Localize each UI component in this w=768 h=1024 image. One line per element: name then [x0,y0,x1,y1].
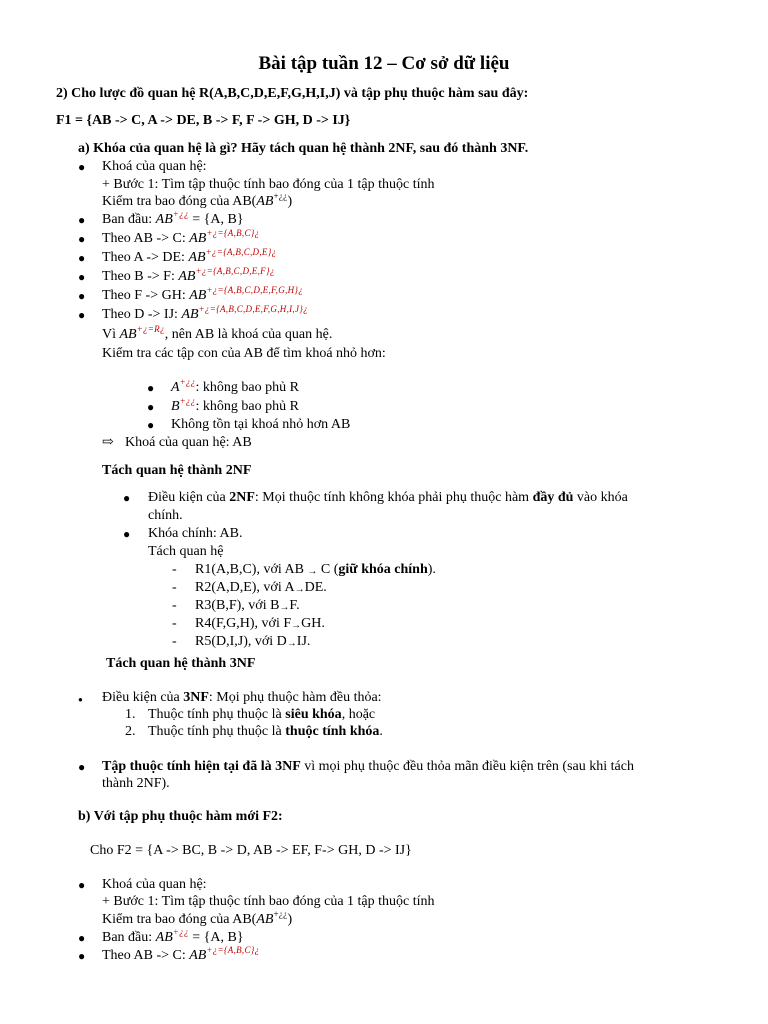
closure-step [102,287,303,305]
relation-item [195,633,310,652]
bullet-icon: ● [78,232,86,246]
relation-bold: giữ khóa chính [338,562,428,577]
step-sup: +¿={A,B,C,D,E,F,G,H}¿ [206,285,304,295]
bullet-icon: ● [78,949,86,963]
step-label: Theo F -> GH: [102,288,190,303]
b-closure-step [102,947,260,965]
nf3-item-post: , hoặc [341,707,376,722]
closure-sup: +¿¿ [172,927,189,937]
part-b-heading: b) Với tập phụ thuộc hàm mới F2: [78,809,283,824]
nf3-item [148,723,383,741]
init-line [102,211,244,229]
right-arrow-icon: → [286,638,297,649]
subset-var: A [171,380,180,395]
relation-pre: R3(B,F), với B [195,598,280,613]
bullet-icon: ● [78,251,86,265]
bullet-icon: ● [123,491,131,505]
relation-pre: R4(F,G,H), với F [195,616,292,631]
relation-item [195,615,325,634]
nf3-note-bold: Tập thuộc tính hiện tại đã là 3NF [102,759,301,774]
nf3-item [148,706,375,724]
conclusion-arrow-icon: ⇨ [102,435,114,450]
nf3-note-post: vì mọi phụ thuộc đều thỏa mãn điều kiện trên (sau khi tách [300,759,634,774]
nf2-cond-bold2: đầy đủ [532,490,574,505]
ab-var: AB [181,307,199,322]
page-title: Bài tập tuần 12 – Cơ sở dữ liệu [258,53,510,74]
nf3-item-bold: thuộc tính khóa [285,724,380,739]
relation-end: ). [427,562,436,577]
step-sup: +¿={A,B,C}¿ [206,945,260,955]
closure-step [102,268,275,286]
ab-var: AB [256,912,274,927]
relation-dash: - [172,580,177,595]
nf2-cond-pre: Điều kiện của [148,490,230,505]
part-a-heading: a) Khóa của quan hệ là gì? Hãy tách quan hệ thành 2NF, sau đó thành 3NF. [78,141,529,156]
split-label: Tách quan hệ [148,544,224,559]
closure-check-prefix: Kiểm tra bao đóng của AB( [102,194,257,209]
relation-dash: - [172,562,177,577]
closure-check-suffix: ) [287,194,293,209]
closure-sup: +¿¿ [172,209,189,219]
ab-var: AB [188,250,206,265]
bullet-icon: ● [78,289,86,303]
nf3-item-num: 2. [125,724,136,739]
step-label: Theo D -> IJ: [102,307,182,322]
step-label: Theo AB -> C: [102,948,190,963]
b-step-1-text: + Bước 1: Tìm tập thuộc tính bao đóng của 1 tập thuộc tính [102,894,435,909]
ab-var: AB [189,288,207,303]
bullet-icon: ● [78,160,86,174]
bullet-icon: ● [147,418,155,432]
nf3-cond-post: : Mọi phụ thuộc hàm đều thỏa: [208,690,382,705]
primary-key: Khóa chính: AB. [148,526,243,541]
closure-sup: +¿¿ [273,191,288,201]
closure-check-suffix: ) [287,912,293,927]
right-arrow-icon: → [279,602,290,613]
nf3-item-pre: Thuộc tính phụ thuộc là [148,707,286,722]
ab-var: AB [189,948,207,963]
init-value: = {A, B} [188,930,244,945]
f1-dependencies: F1 = {AB -> C, A -> DE, B -> F, F -> GH, D -> IJ} [56,113,351,128]
nf3-item-pre: Thuộc tính phụ thuộc là [148,724,286,739]
subset-item: Không tồn tại khoá nhỏ hơn AB [171,417,351,432]
bullet-icon: ● [78,213,86,227]
problem-intro: 2) Cho lược đồ quan hệ R(A,B,C,D,E,F,G,H,I,J) và tập phụ thuộc hàm sau đây: [56,86,529,101]
nf3-note-line2: thành 2NF). [102,776,170,791]
relation-item [195,579,327,598]
relation-post: F. [289,598,300,613]
step-sup: +¿={A,B,C,D,E,F,G,H,I,J}¿ [198,304,308,314]
because-sup: +¿=R¿ [136,324,165,334]
because-suffix: , nên AB là khoá của quan hệ. [164,327,333,342]
relation-dash: - [172,616,177,631]
bullet-icon: ● [147,400,155,414]
ab-var: AB [119,327,137,342]
right-arrow-icon: → [307,566,318,577]
init-label: Ban đầu: [102,212,156,227]
subset-check-text: Kiểm tra các tập con của AB để tìm khoá nhỏ hơn: [102,346,386,361]
closure-check-line [102,193,292,211]
step-sup: +¿={A,B,C,D,E,F}¿ [195,266,275,276]
bullet-icon: ● [78,270,86,284]
nf3-item-bold: siêu khóa [285,707,342,722]
relation-post: GH. [301,616,325,631]
nf2-cond-post: vào khóa [573,490,628,505]
nf2-condition-line2: chính. [148,508,183,523]
nf3-heading: Tách quan hệ thành 3NF [106,656,256,671]
relation-post: DE. [304,580,327,595]
bullet-icon: ● [123,527,131,541]
f2-dependencies: Cho F2 = {A -> BC, B -> D, AB -> EF, F-> GH, D -> IJ} [90,843,412,858]
subset-item [171,379,299,397]
bullet-icon: ● [147,381,155,395]
nf2-cond-bold: 2NF [229,490,255,505]
subset-text: : không bao phủ R [195,399,299,414]
b-key-label: Khoá của quan hệ: [102,877,207,892]
right-arrow-icon: → [291,620,302,631]
relation-post: C ( [317,562,339,577]
nf2-condition [148,489,628,507]
closure-check-prefix: Kiểm tra bao đóng của AB( [102,912,257,927]
relation-dash: - [172,634,177,649]
key-label: Khoá của quan hệ: [102,159,207,174]
because-prefix: Vì [102,327,120,342]
nf3-cond-bold: 3NF [183,690,209,705]
bullet-icon: ● [78,308,86,322]
ab-var: AB [189,231,207,246]
bullet-icon: ● [78,878,86,892]
nf3-item-num: 1. [125,707,136,722]
step-label: Theo AB -> C: [102,231,190,246]
relation-pre: R2(A,D,E), với A [195,580,295,595]
subset-text: : không bao phủ R [195,380,299,395]
ab-var: AB [256,194,274,209]
nf3-condition [102,689,382,707]
nf2-cond-mid: : Mọi thuộc tính không khóa phải phụ thuộc hàm [254,490,533,505]
init-value: = {A, B} [188,212,244,227]
b-closure-check-line [102,911,292,929]
key-conclusion: Khoá của quan hệ: AB [125,435,252,450]
nf3-note [102,758,634,776]
nf3-cond-pre: Điều kiện của [102,690,184,705]
bullet-icon: ● [78,760,86,774]
closure-step [102,230,260,248]
step-1-text: + Bước 1: Tìm tập thuộc tính bao đóng của 1 tập thuộc tính [102,177,435,192]
nf2-heading: Tách quan hệ thành 2NF [102,463,252,478]
nf3-item-post: . [379,724,383,739]
step-label: Theo A -> DE: [102,250,189,265]
right-arrow-icon: → [294,584,305,595]
because-line [102,326,332,344]
closure-sup: +¿¿ [273,909,288,919]
subset-item [171,398,299,416]
ab-var: AB [155,930,173,945]
bullet-icon: ● [78,931,86,945]
bullet-icon: ● [78,695,83,704]
ab-var: AB [155,212,173,227]
closure-step [102,249,276,267]
subset-sup: +¿¿ [179,377,196,387]
step-sup: +¿={A,B,C,D,E}¿ [205,247,277,257]
closure-step [102,306,308,324]
subset-var: B [171,399,180,414]
relation-item [195,561,436,580]
relation-post: IJ. [296,634,311,649]
relation-pre: R1(A,B,C), với AB [195,562,308,577]
ab-var: AB [178,269,196,284]
relation-item [195,597,300,616]
step-label: Theo B -> F: [102,269,179,284]
relation-dash: - [172,598,177,613]
step-sup: +¿={A,B,C}¿ [206,228,260,238]
relation-pre: R5(D,I,J), với D [195,634,287,649]
subset-sup: +¿¿ [179,396,196,406]
init-label: Ban đầu: [102,930,156,945]
